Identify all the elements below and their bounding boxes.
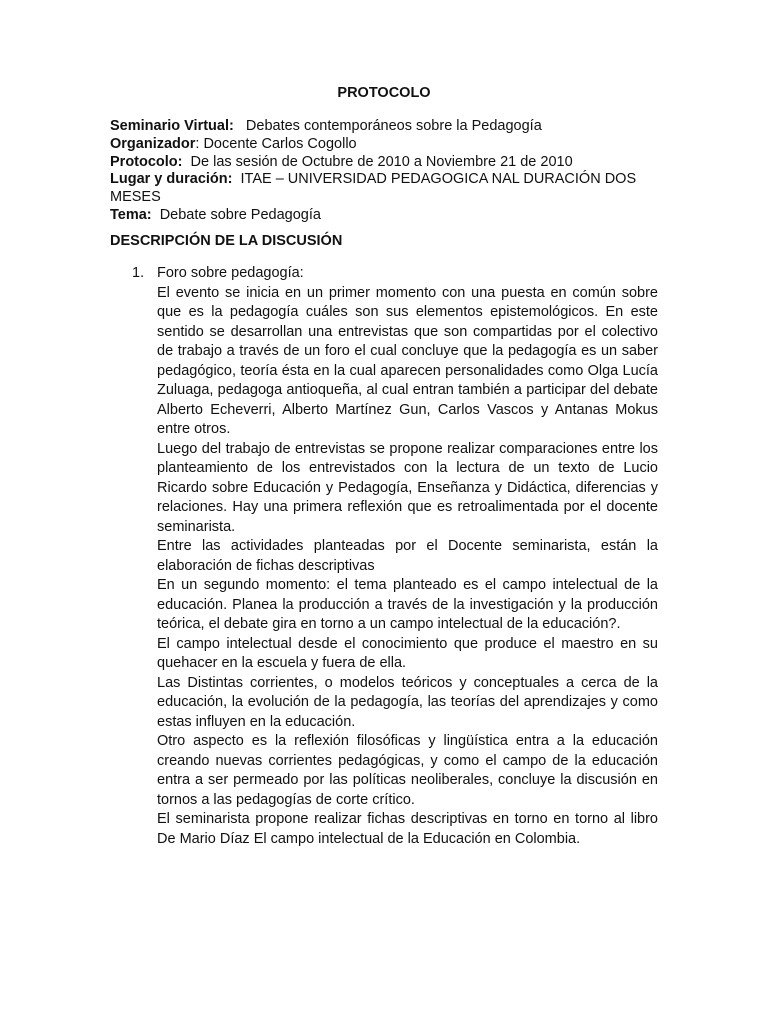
body-paragraph: El seminarista propone realizar fichas descriptivas en torno en torno al libro De Mario Díaz El campo intelectual de la Educación en Colombia. — [157, 811, 658, 847]
meta-value: ITAE – UNIVERSIDAD PEDAGOGICA NAL DURACIÓN DOS MESES — [110, 171, 641, 206]
list-item-heading — [132, 264, 658, 284]
body-paragraph: En un segundo momento: el tema planteado es el campo intelectual de la educación. Planea la producción a través de la investigación y la producción teórica, el debate gira en torno a un campo intelectual de la educación?. — [157, 577, 658, 632]
meta-value: De las sesión de Octubre de 2010 a Noviembre 21 de 2010 — [182, 153, 573, 170]
meta-label: Tema: — [110, 206, 152, 223]
body-paragraph: Otro aspecto es la reflexión filosóficas y lingüística entra a la educación creando nuevas corrientes pedagógicas, y como el campo de la educación entra a ser permeado por las políticas neoliberales, concluye la discusión en tornos a las pedagogías de corte crítico. — [157, 733, 658, 808]
list-heading-text: Foro sobre pedagogía: — [157, 265, 304, 281]
numbered-list — [132, 264, 658, 849]
meta-lugar-duracion — [110, 171, 650, 207]
meta-value: Debate sobre Pedagogía — [151, 206, 321, 223]
meta-organizador — [110, 136, 650, 154]
body-paragraph: Entre las actividades planteadas por el Docente seminarista, están la elaboración de fichas descriptivas — [157, 538, 658, 574]
meta-protocolo — [110, 154, 650, 172]
meta-label: Organizador — [110, 135, 196, 152]
body-paragraph: El campo intelectual desde el conocimiento que produce el maestro en su quehacer en la escuela y fuera de ella. — [157, 635, 658, 671]
meta-label: Lugar y duración: — [110, 171, 233, 188]
body-paragraph: Luego del trabajo de entrevistas se propone realizar comparaciones entre los planteamiento de los entrevistados con la lectura de un texto de Lucio Ricardo sobre Educación y Pedagogía, Enseñanza y Didáctica, diferencias y relaciones. Hay una primera reflexión que es retroalimentada por el docente seminarista. — [157, 440, 658, 535]
list-number: 1. — [132, 265, 145, 281]
meta-value: : Docente Carlos Cogollo — [195, 135, 357, 152]
meta-value: Debates contemporáneos sobre la Pedagogía — [233, 118, 542, 134]
meta-tema — [110, 207, 650, 225]
body-paragraph: El evento se inicia en un primer momento con una puesta en común sobre que es la pedagogía cuáles son sus elementos epistemológicos. En este sentido se desarrollan una entrevistas que son compartidas por el colectivo de trabajo a través de un foro el cual concluye que la pedagogía es un saber pedagógico, teoría ésta en la cual aparecen personalidades como Olga Lucía Zuluaga, pedagoga antioqueña, al cual entran también a participar del debate Alberto Echeverri, Alberto Martínez Gun, Carlos Vascos y Antanas Mokus entre otros. — [157, 284, 658, 437]
document-title: PROTOCOLO — [337, 85, 431, 101]
meta-seminario — [110, 118, 650, 136]
list-item-body — [157, 284, 658, 850]
meta-label: Seminario Virtual: — [110, 118, 234, 134]
body-paragraph: Las Distintas corrientes, o modelos teóricos y conceptuales a cerca de la educación, la evolución de la pedagogía, las teorías del aprendizajes y como estas influyen en la educación. — [157, 674, 658, 730]
meta-label: Protocolo: — [110, 153, 183, 170]
document-metadata — [110, 118, 650, 225]
section-heading: DESCRIPCIÓN DE LA DISCUSIÓN — [110, 233, 343, 249]
